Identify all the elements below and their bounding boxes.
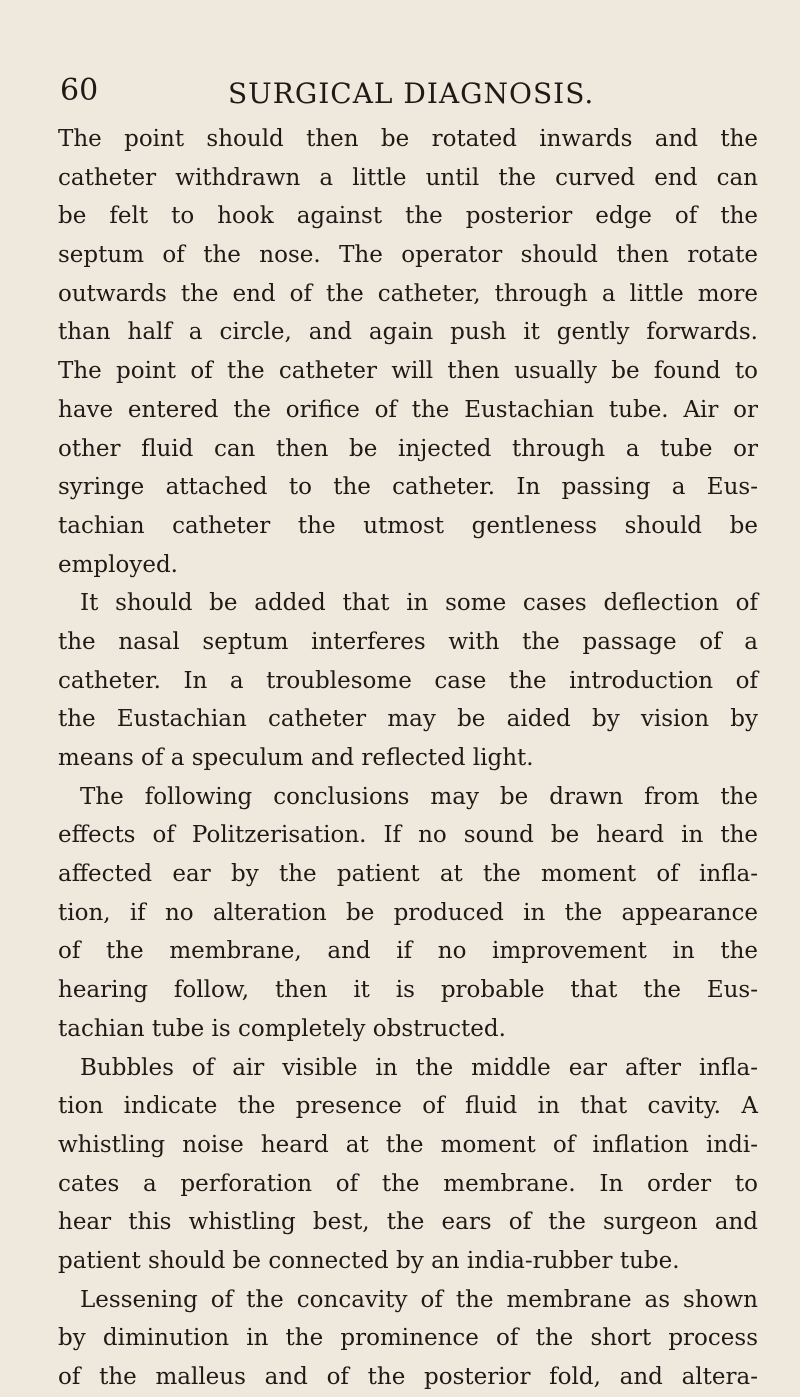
text-line: of the membrane, and if no improvement in the	[58, 938, 758, 965]
text-line: The following conclusions may be drawn from the	[80, 783, 758, 810]
text-line: have entered the orifice of the Eustachian tube. Air or	[58, 396, 758, 423]
text-line: tachian tube is completely obstructed.	[58, 1015, 506, 1042]
text-line: septum of the nose. The operator should then rotate	[58, 242, 758, 269]
text-line: by diminution in the prominence of the short process	[58, 1325, 758, 1352]
text-line: means of a speculum and reflected light.	[58, 745, 534, 771]
text-line: catheter withdrawn a little until the curved end can	[58, 164, 758, 191]
text-line: whistling noise heard at the moment of inflation indi-	[58, 1131, 758, 1158]
text-line: tion indicate the presence of fluid in that cavity. A	[58, 1093, 758, 1120]
text-line: hearing follow, then it is probable that the Eus-	[58, 977, 758, 1004]
text-line: than half a circle, and again push it gently forwards.	[58, 319, 758, 346]
running-head: SURGICAL DIAGNOSIS.	[228, 77, 595, 110]
text-line: Bubbles of air visible in the middle ear after infla-	[80, 1054, 758, 1081]
text-line: the Eustachian catheter may be aided by vision by	[58, 706, 758, 733]
text-line: syringe attached to the catheter. In passing a Eus-	[58, 474, 758, 501]
body-text	[58, 120, 758, 1397]
text-line: be felt to hook against the posterior edge of the	[58, 203, 758, 230]
text-line: catheter. In a troublesome case the introduction of	[58, 667, 758, 694]
text-line: tion, if no alteration be produced in the appearance	[58, 899, 758, 926]
text-line: patient should be connected by an india-rubber tube.	[58, 1247, 680, 1274]
text-line: of the malleus and of the posterior fold, and altera-	[58, 1364, 758, 1390]
page-header	[60, 73, 760, 116]
text-line: affected ear by the patient at the moment of infla-	[58, 861, 758, 888]
page-number: 60	[60, 73, 99, 108]
text-line: other fluid can then be injected through a tube or	[58, 435, 758, 462]
text-line: The point of the catheter will then usually be found to	[58, 358, 758, 385]
text-line: tachian catheter the utmost gentleness should be	[58, 512, 758, 539]
text-line: Lessening of the concavity of the membrane as shown	[80, 1286, 758, 1313]
text-line: It should be added that in some cases deflection of	[80, 590, 758, 617]
text-line: employed.	[58, 551, 178, 578]
text-line: hear this whistling best, the ears of the surgeon and	[58, 1209, 758, 1236]
text-line: effects of Politzerisation. If no sound be heard in the	[58, 822, 758, 849]
text-line: outwards the end of the catheter, through a little more	[58, 280, 758, 307]
text-line: cates a perforation of the membrane. In order to	[58, 1170, 758, 1197]
text-line: The point should then be rotated inwards and the	[58, 126, 758, 152]
text-line: the nasal septum interferes with the passage of a	[58, 628, 758, 655]
